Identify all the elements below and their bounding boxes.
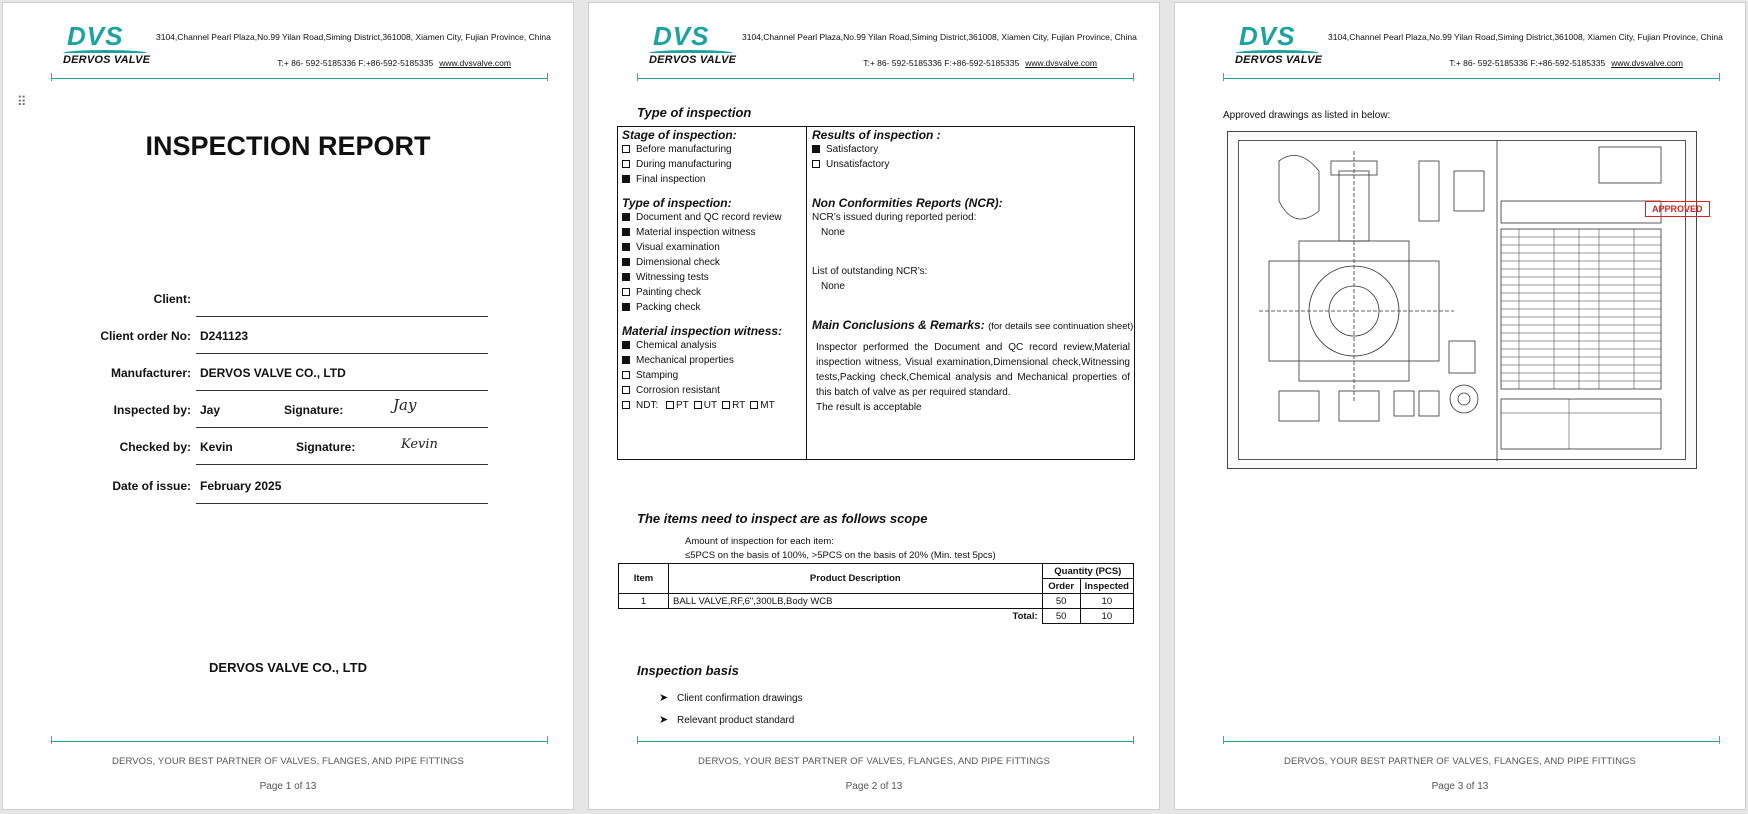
website-link[interactable]: www.dvsvalve.com: [1611, 58, 1683, 68]
client-field: Client:: [63, 281, 488, 317]
date-field: Date of issue: February 2025: [63, 468, 488, 504]
inspection-left-column: Stage of inspection: Before manufacturing During manufacturing Final inspection Type of inspection: Document and QC record review Material inspection witness Visual examination Dimensional check Witnessing tests Painting check Packing check Material inspection witness: Chemical analysis Mechanical properties Stamping Corrosion resistant NDT: PT UT RT MT: [622, 127, 804, 413]
page-1: [2, 2, 574, 810]
checked-box-icon: [622, 273, 630, 281]
company-contact: T:+ 86- 592-5185336 F:+86-592-5185335 www.dvsvalve.com: [1449, 58, 1683, 68]
conclusions-text: Inspector performed the Document and QC record review,Material inspection witness, Visual examination,Dimensional check,Witnessing tests,Packing check,Chemical analysis and Mechanical properties of this batch of valve as per required standard.: [816, 342, 1130, 398]
type-item: Painting check: [622, 285, 804, 300]
footer-divider: [51, 741, 547, 742]
checkbox-icon: [750, 401, 758, 409]
footer-divider: [637, 741, 1133, 742]
stage-item: Before manufacturing: [622, 142, 804, 157]
checkbox-icon: [694, 401, 702, 409]
checked-box-icon: [622, 341, 630, 349]
approved-drawings-intro: Approved drawings as listed in below:: [1223, 110, 1391, 121]
company-address: 3104,Channel Pearl Plaza,No.99 Yilan Road,Siming District,361008, Xiamen City, Fujian Province, China: [1328, 32, 1723, 42]
checked-by-field: Checked by: Kevin Signature: Kevin: [63, 429, 488, 465]
basis-item: ➤ Relevant product standard: [659, 714, 795, 726]
page-number: Page 3 of 13: [1431, 781, 1489, 792]
checkbox-icon: [622, 386, 630, 394]
checked-box-icon: [622, 356, 630, 364]
company-contact: T:+ 86- 592-5185336 F:+86-592-5185335 www.dvsvalve.com: [277, 58, 511, 68]
checkbox-icon: [812, 160, 820, 168]
items-table: Item Product Description Quantity (PCS) Order Inspected 1 BALL VALVE,RF,6",300LB,Body WCB 50 10 Total: 50 10: [618, 563, 1134, 624]
website-link[interactable]: www.dvsvalve.com: [439, 58, 511, 68]
company-logo: DVS DERVOS VALVE: [63, 21, 151, 66]
checked-box-icon: [622, 258, 630, 266]
type-item: Dimensional check: [622, 255, 804, 270]
type-item: Witnessing tests: [622, 270, 804, 285]
footer-text: DERVOS, YOUR BEST PARTNER OF VALVES, FLANGES, AND PIPE FITTINGS: [112, 756, 464, 767]
checkbox-icon: [622, 371, 630, 379]
inspection-right-column: Results of inspection : Satisfactory Unsatisfactory Non Conformities Reports (NCR): NCR’s issued during reported period: None List of outstanding NCR’s: None Main Conclusions & Remarks: (for details see continuation sheet) Inspector performed the Document and QC record review,Material inspection witness, Visual examination,Dimensional check,Witnessing tests,Packing check,Chemical analysis and Mechanical properties of this batch of valve as per required standard. The result is acceptable: [812, 128, 1134, 413]
type-of-inspection-heading: Type of inspection: [637, 105, 752, 120]
scope-heading: The items need to inspect are as follows scope: [637, 511, 928, 526]
ball-valve-drawing-icon: [1239, 141, 1689, 461]
checkbox-icon: [622, 401, 630, 409]
manufacturer-field: Manufacturer: DERVOS VALVE CO., LTD: [63, 355, 488, 391]
company-address: 3104,Channel Pearl Plaza,No.99 Yilan Road,Siming District,361008, Xiamen City, Fujian Province, China: [156, 32, 551, 42]
checker-signature: Kevin: [401, 437, 438, 452]
drag-dots-icon[interactable]: ⠿: [17, 94, 28, 109]
checked-box-icon: [622, 175, 630, 183]
report-title: INSPECTION REPORT: [145, 131, 431, 161]
header-divider: [51, 78, 547, 79]
arrow-bullet-icon: ➤: [659, 692, 669, 704]
checked-box-icon: [812, 145, 820, 153]
page-number: Page 1 of 13: [259, 781, 317, 792]
amount-rule: ≤5PCS on the basis of 100%, >5PCS on the basis of 20% (Min. test 5pcs): [685, 550, 996, 561]
inspected-by-field: Inspected by: Jay Signature: Jay: [63, 392, 488, 428]
material-item: Chemical analysis: [622, 338, 804, 353]
checkbox-icon: [622, 160, 630, 168]
checked-box-icon: [622, 213, 630, 221]
checked-box-icon: [622, 303, 630, 311]
footer-text: DERVOS, YOUR BEST PARTNER OF VALVES, FLANGES, AND PIPE FITTINGS: [1284, 756, 1636, 767]
basis-item: ➤ Client confirmation drawings: [659, 692, 803, 704]
ncr-outstanding-label: List of outstanding NCR’s:: [812, 266, 928, 277]
company-logo: DVS DERVOS VALVE: [649, 21, 737, 66]
website-link[interactable]: www.dvsvalve.com: [1025, 58, 1097, 68]
ndt-row: NDT: PT UT RT MT: [622, 398, 804, 413]
ncr-outstanding-value: None: [821, 281, 845, 292]
page-2: [588, 2, 1160, 810]
material-item: Mechanical properties: [622, 353, 804, 368]
inspection-box: [617, 126, 1135, 460]
page-header: [1175, 3, 1745, 83]
checkbox-icon: [622, 288, 630, 296]
checkbox-icon: [622, 145, 630, 153]
conclusions-result: The result is acceptable: [816, 402, 922, 413]
ncr-issued-label: NCR’s issued during reported period:: [812, 212, 977, 223]
footer-divider: [1223, 741, 1719, 742]
company-contact: T:+ 86- 592-5185336 F:+86-592-5185335 www.dvsvalve.com: [863, 58, 1097, 68]
approved-stamp: APPROVED: [1645, 201, 1710, 217]
checked-box-icon: [622, 243, 630, 251]
checkbox-icon: [722, 401, 730, 409]
page-number: Page 2 of 13: [845, 781, 903, 792]
material-item: Stamping: [622, 368, 804, 383]
valve-drawing: [1227, 131, 1703, 469]
client-order-field: Client order No: D241123: [63, 318, 488, 354]
stage-item: During manufacturing: [622, 157, 804, 172]
checkbox-icon: [666, 401, 674, 409]
inspector-signature: Jay: [393, 396, 417, 414]
page-header: [3, 3, 573, 83]
material-item: Corrosion resistant: [622, 383, 804, 398]
result-item: Satisfactory: [812, 142, 1134, 157]
type-item: Visual examination: [622, 240, 804, 255]
table-row: 1 BALL VALVE,RF,6",300LB,Body WCB 50 10: [619, 594, 1134, 609]
type-item: Document and QC record review: [622, 210, 804, 225]
type-item: Material inspection witness: [622, 225, 804, 240]
header-divider: [1223, 78, 1719, 79]
header-divider: [637, 78, 1133, 79]
type-item: Packing check: [622, 300, 804, 315]
ncr-issued-value: None: [821, 227, 845, 238]
company-address: 3104,Channel Pearl Plaza,No.99 Yilan Road,Siming District,361008, Xiamen City, Fujian Province, China: [742, 32, 1137, 42]
footer-text: DERVOS, YOUR BEST PARTNER OF VALVES, FLANGES, AND PIPE FITTINGS: [698, 756, 1050, 767]
result-item: Unsatisfactory: [812, 157, 1134, 172]
stage-item: Final inspection: [622, 172, 804, 187]
basis-heading: Inspection basis: [637, 663, 739, 678]
company-logo: DVS DERVOS VALVE: [1235, 21, 1323, 66]
amount-note: Amount of inspection for each item:: [685, 536, 834, 547]
company-name: DERVOS VALVE CO., LTD: [209, 660, 367, 675]
checked-box-icon: [622, 228, 630, 236]
arrow-bullet-icon: ➤: [659, 714, 669, 726]
page-3: [1174, 2, 1746, 810]
page-header: [589, 3, 1159, 83]
